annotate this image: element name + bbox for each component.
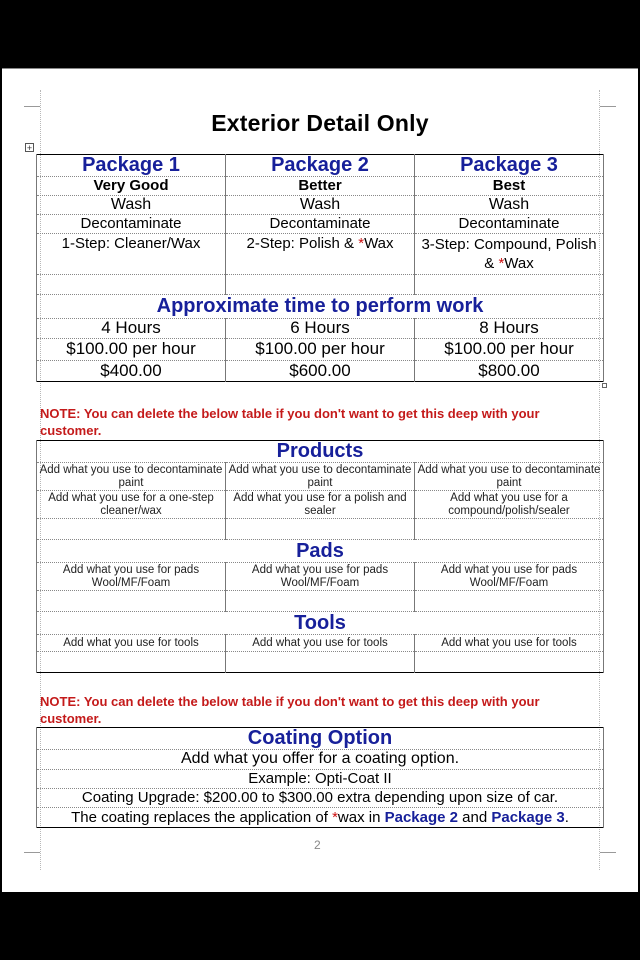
coating-line: Example: Opti-Coat II xyxy=(37,770,604,789)
crop-mark-top-right xyxy=(600,106,616,107)
rate-cell: $100.00 per hour xyxy=(37,338,226,360)
coating-line: Add what you offer for a coating option. xyxy=(37,750,604,770)
wash-cell: Wash xyxy=(37,196,226,215)
product-cell: Add what you use for a one-step cleaner/wax xyxy=(37,491,226,519)
total-cell: $600.00 xyxy=(226,360,415,381)
coating-heading: Coating Option xyxy=(37,728,604,750)
pads-cell: Add what you use for pads Wool/MF/Foam xyxy=(226,563,415,591)
product-cell: Add what you use for a compound/polish/sealer xyxy=(415,491,604,519)
product-cell: Add what you use to decontaminate paint xyxy=(415,463,604,491)
crop-mark-top-left xyxy=(24,106,40,107)
wash-cell: Wash xyxy=(226,196,415,215)
tier-cell: Better xyxy=(226,177,415,196)
package-table xyxy=(36,154,604,382)
crop-mark-bottom-left xyxy=(24,852,40,853)
page-title: Exterior Detail Only xyxy=(211,110,429,136)
crop-mark-bottom-right xyxy=(600,852,616,853)
status-bar xyxy=(0,0,640,68)
rate-cell: $100.00 per hour xyxy=(226,338,415,360)
total-cell: $400.00 xyxy=(37,360,226,381)
rate-cell: $100.00 per hour xyxy=(415,338,604,360)
coating-table xyxy=(36,727,604,828)
decon-cell: Decontaminate xyxy=(37,215,226,234)
decon-cell: Decontaminate xyxy=(415,215,604,234)
tools-cell: Add what you use for tools xyxy=(37,635,226,652)
tier-cell: Best xyxy=(415,177,604,196)
package-3-header: Package 3 xyxy=(415,155,604,177)
table-resize-handle[interactable] xyxy=(602,383,607,388)
hours-cell: 8 Hours xyxy=(415,318,604,338)
note-text: NOTE: You can delete the below table if you don't want to get this deep with your customer. xyxy=(40,406,540,438)
package-1-header: Package 1 xyxy=(37,155,226,177)
bottom-bar xyxy=(0,892,640,960)
hours-cell: 4 Hours xyxy=(37,318,226,338)
tools-heading: Tools xyxy=(37,612,604,635)
product-cell: Add what you use for a polish and sealer xyxy=(226,491,415,519)
table-move-handle-icon[interactable]: + xyxy=(26,143,33,153)
package-2-header: Package 2 xyxy=(226,155,415,177)
tier-cell: Very Good xyxy=(37,177,226,196)
step-cell: 3-Step: Compound, Polish & *Wax xyxy=(415,234,604,275)
pads-cell: Add what you use for pads Wool/MF/Foam xyxy=(415,563,604,591)
page-number: 2 xyxy=(314,838,321,852)
coating-line: The coating replaces the application of *wax in Package 2 and Package 3. xyxy=(37,808,604,828)
step-cell: 1-Step: Cleaner/Wax xyxy=(37,234,226,275)
decon-cell: Decontaminate xyxy=(226,215,415,234)
coating-line: Coating Upgrade: $200.00 to $300.00 extra depending upon size of car. xyxy=(37,789,604,808)
tools-cell: Add what you use for tools xyxy=(415,635,604,652)
time-heading: Approximate time to perform work xyxy=(37,294,604,318)
product-cell: Add what you use to decontaminate paint xyxy=(37,463,226,491)
note-text: NOTE: You can delete the below table if you don't want to get this deep with your customer. xyxy=(40,694,540,726)
step-cell: 2-Step: Polish & *Wax xyxy=(226,234,415,275)
total-cell: $800.00 xyxy=(415,360,604,381)
product-cell: Add what you use to decontaminate paint xyxy=(226,463,415,491)
wash-cell: Wash xyxy=(415,196,604,215)
pads-cell: Add what you use for pads Wool/MF/Foam xyxy=(37,563,226,591)
hours-cell: 6 Hours xyxy=(226,318,415,338)
pads-heading: Pads xyxy=(37,540,604,563)
tools-cell: Add what you use for tools xyxy=(226,635,415,652)
supplies-table xyxy=(36,440,604,673)
products-heading: Products xyxy=(37,441,604,463)
